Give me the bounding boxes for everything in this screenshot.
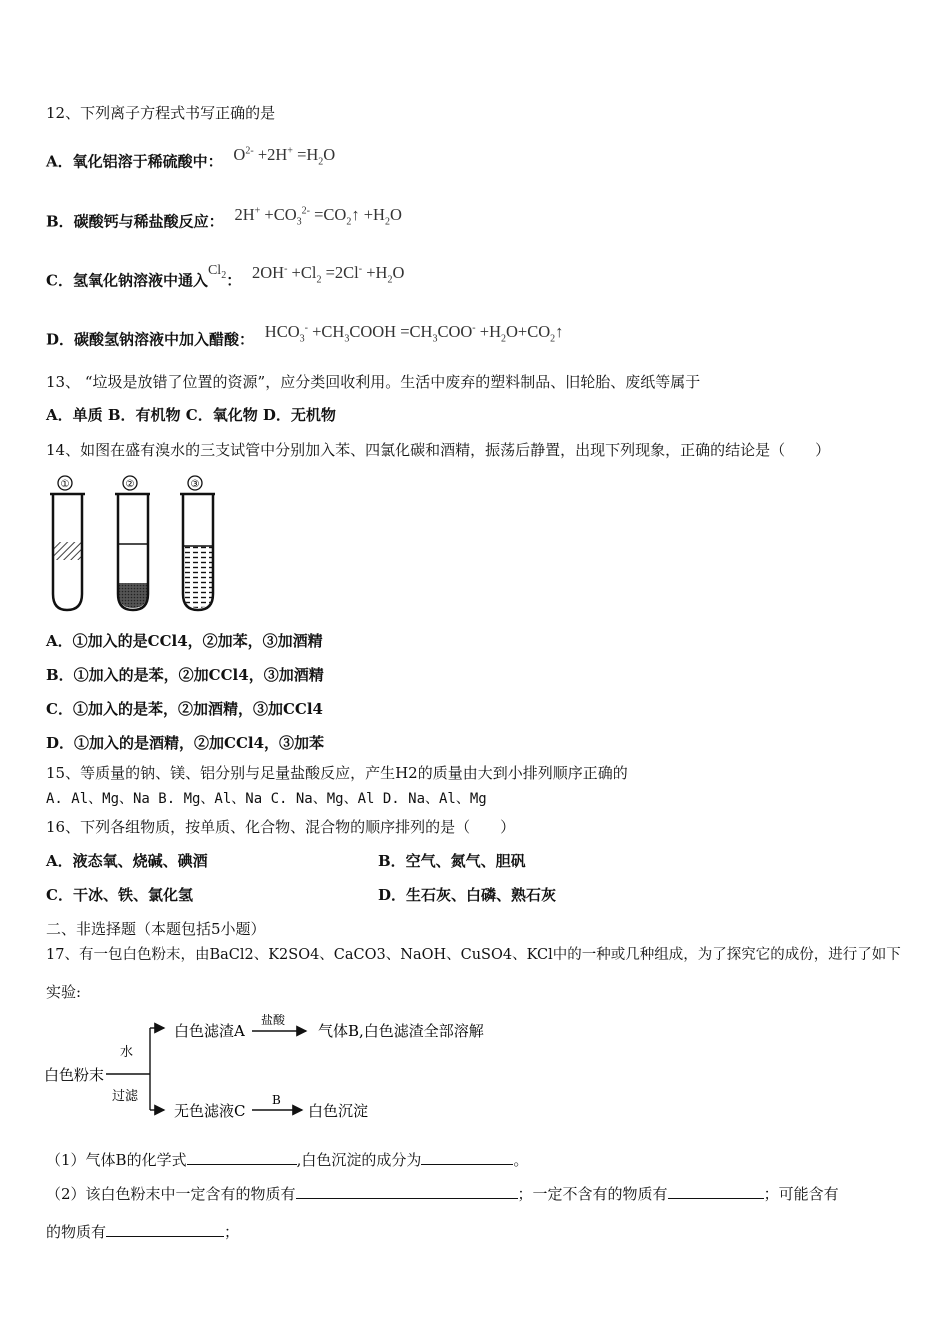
q17-sub2-text-c: ；可能含有 xyxy=(763,1185,839,1203)
flow-filter: 过滤 xyxy=(112,1089,139,1104)
q14-option-d: D．①加入的是酒精，②加CCl4，③加苯 xyxy=(46,734,325,752)
q12-option-b xyxy=(46,204,402,239)
q12-c-equation: $2OH^- +Cl_2 =2Cl^- +H_2O$ xyxy=(251,262,405,285)
q17-sub1 xyxy=(46,1150,528,1170)
q14-option-c: C．①加入的是苯，②加酒精，③加CCl4 xyxy=(46,700,323,718)
q17-sub1-text-c: 。 xyxy=(513,1151,529,1169)
q12-b-label: B．碳酸钙与稀盐酸反应： xyxy=(46,212,224,231)
q16-option-c: C．干冰、铁、氯化氢 xyxy=(46,886,193,904)
q17-sub2-text-b: ；一定不含有的物质有 xyxy=(517,1185,668,1203)
tube3-label: ③ xyxy=(190,479,200,490)
q16-option-a: A．液态氧、烧碱、碘酒 xyxy=(46,852,208,870)
q13-options: A．单质 B．有机物 C．氧化物 D．无机物 xyxy=(46,406,336,424)
section-2-heading: 二、非选择题（本题包括5小题） xyxy=(46,920,266,938)
q16-option-d: D．生石灰、白磷、熟石灰 xyxy=(378,886,557,904)
flow-filtrate: 无色滤液C xyxy=(174,1102,246,1120)
q12-stem: 12、下列离子方程式书写正确的是 xyxy=(46,104,276,122)
q17-flow-diagram xyxy=(40,1014,510,1126)
q15-options: A. Al、Mg、Na B. Mg、Al、Na C. Na、Mg、Al D. Na、Al、Mg xyxy=(46,791,487,807)
flow-result2: 白色沉淀 xyxy=(308,1102,369,1120)
q12-b-equation: $2H^+ +CO_3^{2-}$ $=CO_2↑ +H_2O$ xyxy=(234,204,402,227)
tube2-label: ② xyxy=(125,479,135,490)
q17-stem-line2: 实验: xyxy=(46,983,82,1001)
q14-option-b: B．①加入的是苯，②加CCl4，③加酒精 xyxy=(46,666,324,684)
test-tubes-figure xyxy=(40,470,230,620)
q12-d-equation: $HCO_3^-$ $+CH_3COOH =CH_3COO^-$ $+H_2O+CO_2↑$ xyxy=(264,321,564,344)
q12-option-d xyxy=(46,321,564,357)
q17-sub2-blank-2[interactable] xyxy=(668,1184,764,1199)
q17-sub1-blank-2[interactable] xyxy=(421,1150,513,1165)
flow-water: 水 xyxy=(120,1045,134,1060)
flow-acid: 盐酸 xyxy=(261,1014,286,1027)
q17-stem-line1: 17、有一包白色粉末，由BaCl2、K2SO4、CaCO3、NaOH、CuSO4、KCl中的一种或几种组成，为了探究它的成份，进行了如下 xyxy=(46,947,901,963)
q17-sub2-line2 xyxy=(46,1222,239,1242)
test-tube-2 xyxy=(115,494,150,610)
q12-a-label: A．氧化铝溶于稀硫酸中： xyxy=(46,152,223,171)
test-tube-1 xyxy=(50,494,85,610)
q17-sub1-text-b: ,白色沉淀的成分为 xyxy=(296,1151,422,1169)
tube1-label: ① xyxy=(60,479,70,490)
flow-start: 白色粉末 xyxy=(44,1066,105,1084)
q16-option-b: B．空气、氮气、胆矾 xyxy=(378,852,526,870)
q17-sub2-text-e: ； xyxy=(224,1223,240,1241)
flow-result1: 气体B,白色滤渣全部溶解 xyxy=(318,1022,484,1040)
q17-sub1-text-a: （1）气体B的化学式 xyxy=(46,1151,187,1169)
flow-reagent: B xyxy=(272,1093,281,1107)
flow-residue: 白色滤渣A xyxy=(174,1022,245,1040)
q12-d-label: D．碳酸氢钠溶液中加入醋酸： xyxy=(46,330,255,349)
q12-option-a xyxy=(46,144,336,179)
q14-stem: 14、如图在盛有溴水的三支试管中分别加入苯、四氯化碳和酒精，振荡后静置，出现下列现象，正确的结论是（ ） xyxy=(46,441,831,459)
q17-sub2-blank-3[interactable] xyxy=(106,1222,224,1237)
q17-sub2-text-d: 的物质有 xyxy=(46,1223,107,1241)
q15-stem: 15、等质量的钠、镁、铝分别与足量盐酸反应，产生H2的质量由大到小排列顺序正确的 xyxy=(46,764,628,782)
q17-sub2-line1 xyxy=(46,1184,839,1204)
q14-option-a: A．①加入的是CCl4，②加苯，③加酒精 xyxy=(46,632,323,650)
q17-sub2-text-a: （2）该白色粉末中一定含有的物质有 xyxy=(46,1185,296,1203)
q12-c-gas: $Cl_2$ xyxy=(207,262,227,281)
q12-a-equation: $O^{2-} +2H^+ =H_2O$ xyxy=(233,144,336,167)
test-tube-3 xyxy=(180,494,215,610)
q12-option-c: C．氢氧化钠溶液中通入$Cl_2$： $2OH^- +Cl_2 =2Cl^- +H_2O$ xyxy=(46,262,405,290)
q12-c-label: C．氢氧化钠溶液中通入 xyxy=(46,271,208,290)
q17-sub1-blank-1[interactable] xyxy=(187,1150,297,1165)
q13-stem: 13、 “垃圾是放错了位置的资源”，应分类回收利用。生活中废弃的塑料制品、旧轮胎、废纸等属于 xyxy=(46,373,701,391)
q17-sub2-blank-1[interactable] xyxy=(296,1184,518,1199)
q16-stem: 16、下列各组物质，按单质、化合物、混合物的顺序排列的是（ ） xyxy=(46,818,516,836)
